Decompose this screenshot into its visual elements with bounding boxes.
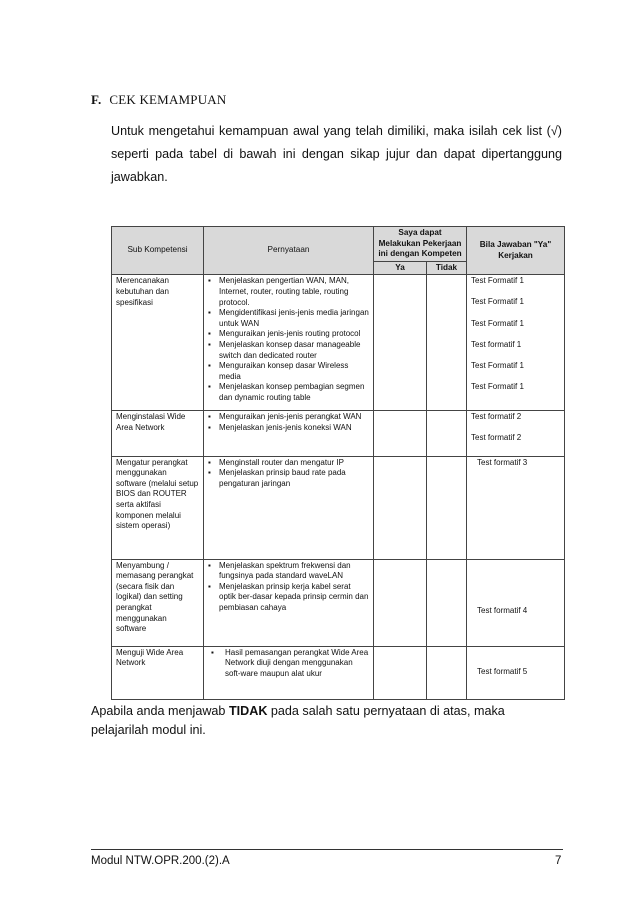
intro-text-start: Untuk mengetahui kemampuan awal yang telah dimiliki, maka isilah cek list ( bbox=[111, 124, 551, 138]
intro-paragraph bbox=[111, 120, 562, 189]
ya-checkbox-cell[interactable] bbox=[374, 646, 427, 699]
header-ya: Ya bbox=[374, 261, 427, 275]
tidak-checkbox-cell[interactable] bbox=[427, 456, 467, 559]
statement-item: ▪ Menjelaskan spektrum frekwensi dan fungsinya pada standard waveLAN bbox=[208, 561, 369, 582]
sub-kompetensi-cell: Menyambung / memasang perangkat (secara fisik dan logikal) dan setting perangkat menggunakan software bbox=[112, 559, 204, 646]
test-cell bbox=[467, 411, 565, 456]
sub-kompetensi-cell: Merencanakan kebutuhan dan spesifikasi bbox=[112, 275, 204, 411]
test-label: Test formatif 3 bbox=[477, 457, 528, 467]
footer-module-code: Modul NTW.OPR.200.(2).A bbox=[91, 855, 230, 867]
page-number: 7 bbox=[555, 855, 562, 867]
statement-item: ▪ Menguraikan jenis-jenis perangkat WAN bbox=[208, 412, 369, 423]
test-cell bbox=[467, 559, 565, 646]
footer-divider bbox=[91, 849, 563, 850]
statement-item: ▪ Menjelaskan prinsip kerja kabel serat optik ber-dasar kepada prinsip cermin dan pembiasan cahaya bbox=[208, 582, 369, 614]
statement-item: ▪ Menginstall router dan mengatur IP bbox=[208, 458, 369, 469]
test-label: Test Formatif 1 bbox=[471, 360, 524, 370]
test-cell bbox=[467, 275, 565, 411]
statement-item: ▪ Menjelaskan konsep dasar manageable switch dan dedicated router bbox=[208, 340, 369, 361]
test-label: Test Formatif 1 bbox=[471, 381, 524, 391]
pernyataan-cell bbox=[204, 456, 374, 559]
test-cell bbox=[467, 456, 565, 559]
sub-kompetensi-cell: Menguji Wide Area Network bbox=[112, 646, 204, 699]
pernyataan-cell bbox=[204, 646, 374, 699]
ya-checkbox-cell[interactable] bbox=[374, 456, 427, 559]
section-title: CEK KEMAMPUAN bbox=[109, 92, 227, 107]
pernyataan-cell bbox=[204, 275, 374, 411]
sub-kompetensi-cell: Menginstalasi Wide Area Network bbox=[112, 411, 204, 456]
header-sub-kompetensi: Sub Kompetensi bbox=[112, 227, 204, 275]
statement-item: ▪ Menjelaskan jenis-jenis koneksi WAN bbox=[208, 423, 369, 434]
pernyataan-cell bbox=[204, 559, 374, 646]
statement-item: ▪ Menjelaskan pengertian WAN, MAN, Internet, router, routing table, routing protocol. bbox=[208, 276, 369, 308]
test-label: Test Formatif 1 bbox=[471, 297, 524, 307]
table-row bbox=[112, 456, 565, 559]
header-tidak: Tidak bbox=[427, 261, 467, 275]
statement-item: ▪ Menguraikan konsep dasar Wireless media bbox=[208, 361, 369, 382]
header-pernyataan: Pernyataan bbox=[204, 227, 374, 275]
test-label: Test Formatif 1 bbox=[471, 276, 524, 286]
ya-checkbox-cell[interactable] bbox=[374, 411, 427, 456]
sub-kompetensi-cell: Mengatur perangkat menggunakan software (melalui setup BIOS dan ROUTER serta aktifasi komponen melalui sistem operasi) bbox=[112, 456, 204, 559]
note-emphasis: TIDAK bbox=[228, 704, 268, 718]
statement-item: ▪ Hasil pemasangan perangkat Wide Area Network diuji dengan menggunakan soft-ware maupun alat ukur bbox=[211, 648, 369, 680]
statement-item: ▪ Mengidentifikasi jenis-jenis media jaringan untuk WAN bbox=[208, 308, 369, 329]
test-label: Test formatif 2 bbox=[471, 433, 522, 443]
tidak-checkbox-cell[interactable] bbox=[427, 411, 467, 456]
competency-checklist-table bbox=[111, 226, 565, 700]
pernyataan-cell bbox=[204, 411, 374, 456]
statement-item: ▪ Menguraikan jenis-jenis routing protocol bbox=[208, 329, 369, 340]
test-label: Test Formatif 1 bbox=[471, 318, 524, 328]
tidak-checkbox-cell[interactable] bbox=[427, 559, 467, 646]
tidak-checkbox-cell[interactable] bbox=[427, 275, 467, 411]
test-label: Test formatif 5 bbox=[477, 667, 528, 677]
check-symbol: √ bbox=[550, 124, 558, 138]
table-row bbox=[112, 411, 565, 456]
section-heading bbox=[91, 92, 227, 108]
header-saya-dapat: Saya dapat Melakukan Pekerjaan ini dengan Kompeten bbox=[374, 227, 467, 262]
header-row bbox=[112, 227, 565, 262]
table-row bbox=[112, 646, 565, 699]
table-row bbox=[112, 275, 565, 411]
section-letter: F. bbox=[91, 92, 102, 107]
test-label: Test formatif 4 bbox=[477, 605, 528, 615]
tidak-checkbox-cell[interactable] bbox=[427, 646, 467, 699]
ya-checkbox-cell[interactable] bbox=[374, 559, 427, 646]
statement-item: ▪ Menjelaskan konsep pembagian segmen dan dynamic routing table bbox=[208, 382, 369, 403]
statement-item: ▪ Menjelaskan prinsip baud rate pada pengaturan jaringan bbox=[208, 468, 369, 489]
note-text-start: Apabila anda menjawab bbox=[91, 704, 229, 718]
header-bila-jawaban: Bila Jawaban "Ya" Kerjakan bbox=[467, 227, 565, 275]
test-cell bbox=[467, 646, 565, 699]
note-text-end: pada salah satu pernyataan di atas, maka pelajarilah modul ini. bbox=[91, 704, 505, 737]
test-label: Test formatif 2 bbox=[471, 412, 522, 422]
intro-text-end: ) seperti pada tabel di bawah ini dengan sikap jujur dan dapat dipertanggung jawabkan. bbox=[111, 124, 562, 184]
test-label: Test formatif 1 bbox=[471, 339, 522, 349]
ya-checkbox-cell[interactable] bbox=[374, 275, 427, 411]
note-paragraph bbox=[91, 702, 561, 739]
table-row bbox=[112, 559, 565, 646]
